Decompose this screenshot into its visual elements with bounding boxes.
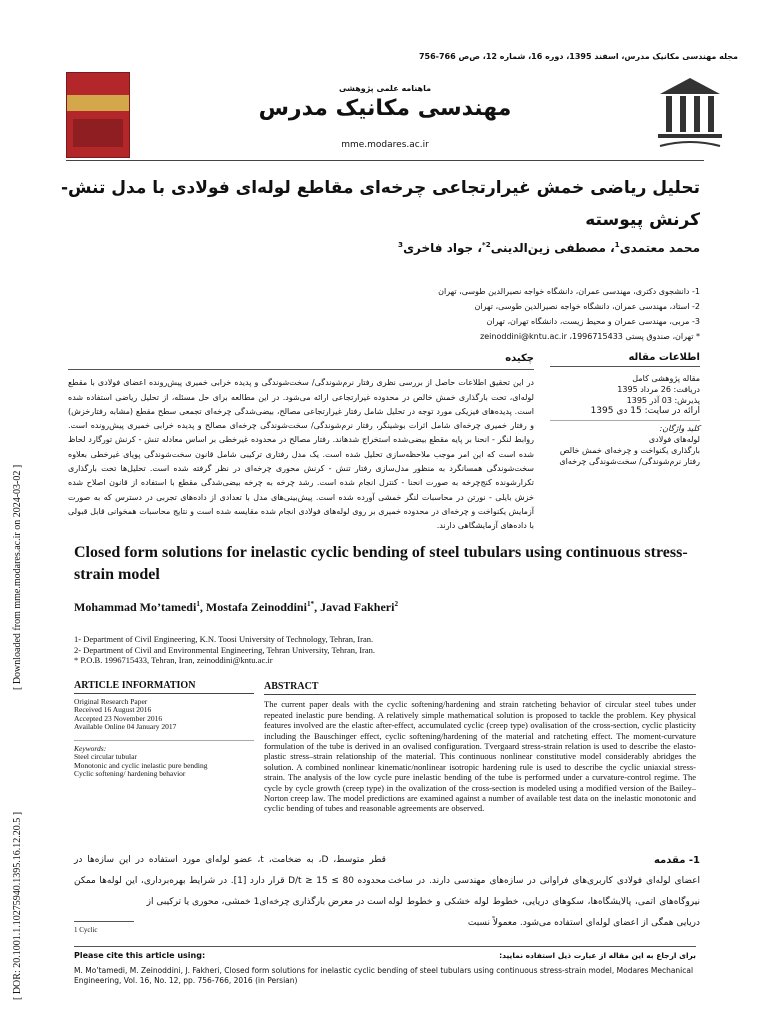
en-authors: Mohammad Mo’tamedi$^1$, Mostafa Zeinoddini$^{1*}$, Javad Fakheri$^2$ bbox=[74, 600, 399, 614]
en-author-2: Mostafa Zeinoddini bbox=[205, 600, 307, 614]
intro-right-text: اعضای لوله‌ای فولادی کاربری‌های فراوانی در سازه‌های مهندسی دارند. در ساخت نیروگاه‌های اتمی، پالایشگاه‌ها، سکوهای دریایی، خطوط لوله خشکی و خطوط لوله دریایی همگی از اعضای لوله‌ای استفاده می‌شود. معمولاً نسبت bbox=[388, 876, 700, 928]
journal-name: مهندسی مکانیک مدرس bbox=[258, 96, 512, 121]
header-divider bbox=[66, 160, 704, 161]
journal-url[interactable]: mme.modares.ac.ir bbox=[341, 140, 429, 150]
en-abstract-text: The current paper deals with the cyclic softening/hardening and strain ratcheting behavior of circular steel tubes under repeated inelastic pure bending. A relatively simple mathematical solution is proposed to tackle the problem. Key physical features involved are the elastic after-effect, accumulated cyclic (creep type) ovalisation of the cross-section, cyclic plasticity including the Bauschinger effect, cyclic softening/hardening of the material and ratcheting effect. The moment-curvature formulation of the tube is derived in an ovalised configuration. Tvergaard stress-strain relation is used to describe the elasto-plastic stress–strain relationship of the material. This continuous nonlinear constitutive model considerably abridges the solution. A combined nonlinear kinematic/nonlinear isotropic hardening rule is used to describe the cyclic uniaxial stress-strain. The analysis of the low cycle pure inelastic bending of the tube is performed under a curvature-control regime. The cycle by cycle growth (creep type) in the ovalization of the cross-section is modeled using a modified version of the Bailey–Norton creep law. The model predictions are examined against a number of available test data on the inelastic monotonic and cyclic bending of tubes and reasonable agreements are observed. bbox=[264, 699, 696, 814]
en-title: Closed form solutions for inelastic cyclic bending of steel tubulars using continuous stress-strain model bbox=[74, 544, 688, 583]
fa-affiliations bbox=[60, 284, 700, 344]
en-affiliation: 1- Department of Civil Engineering, K.N. Toosi University of Technology, Tehran, Iran. bbox=[74, 634, 374, 644]
fa-affiliation: 3- مربی، مهندسی عمران و محیط زیست، دانشگاه تهران، تهران bbox=[486, 317, 700, 326]
en-author-3: Javad Fakheri bbox=[320, 600, 395, 614]
journal-line: مجله مهندسی مکانیک مدرس، اسفند 1395، دوره 16، شماره 12، ص‌ص 766-756 bbox=[418, 52, 738, 61]
en-affiliations bbox=[74, 634, 375, 666]
citation-label: Please cite this article using: bbox=[74, 951, 206, 960]
fa-title: تحلیل ریاضی خمش غیرارتجاعی چرخه‌ای مقاطع لوله‌ای فولادی با مدل تنش-کرنش پیوسته bbox=[60, 178, 700, 230]
doi-stamp: [ DOR: 20.1001.1.10275940.1395.16.12.20.5 ] bbox=[12, 811, 23, 1000]
en-abstract bbox=[264, 682, 696, 814]
citation-fa-label: برای ارجاع به این مقاله از عبارت ذیل استفاده نمایید: bbox=[499, 951, 696, 960]
journal-type: ماهنامه علمی پژوهشی bbox=[338, 84, 432, 93]
fa-abstract-title: چکیده bbox=[68, 352, 534, 370]
fa-author-2: مصطفی زین‌الدینی bbox=[490, 241, 606, 255]
fa-affiliation: 2- استاد، مهندسی عمران، دانشگاه خواجه نصیرالدین طوسی، تهران bbox=[474, 302, 700, 311]
citation-text: M. Mo’tamedi, M. Zeinoddini, J. Fakheri, Closed form solutions for inelastic cyclic bending of steel tubulars using continuous stress-strain model, Modares Mechanical Engineering, Vol. 16, No. 12, pp. 756-766, 2016 (in Persian) bbox=[74, 966, 694, 985]
intro-heading: 1- مقدمه bbox=[653, 855, 700, 866]
fa-info-title: اطلاعات مقاله bbox=[550, 352, 700, 367]
fa-author-1: محمد معتمدی bbox=[619, 241, 700, 255]
download-stamp: [ Downloaded from mme.modares.ac.ir on 2024-03-02 ] bbox=[12, 464, 23, 690]
footnote-rule bbox=[74, 921, 134, 922]
fa-authors: محمد معتمدی$^1$، مصطفی زین‌الدینی$^{2*}$، جواد فاخری$^3$ bbox=[398, 240, 700, 255]
en-affiliation: 2- Department of Civil and Environmental Engineering, Tehran University, Tehran, Iran. bbox=[74, 644, 376, 655]
intro-right-column bbox=[388, 850, 700, 934]
en-info-title: ARTICLE INFORMATION bbox=[74, 682, 254, 694]
fa-author-3: جواد فاخری bbox=[403, 241, 474, 255]
en-affiliation: * P.O.B. 1996715433, Tehran, Iran, zeinoddini@kntu.ac.ir bbox=[74, 655, 273, 665]
intro-left-text: قطر متوسط، D، به ضخامت، t، عضو لوله‌ای مورد استفاده در این سازه‌ها در محدوده 80 ≥ D/t ≥ 15 قرار دارد [1]. در شرایط بهره‌برداری، این لوله‌ها ممکن است در معرض بارگذاری چرخه‌ای1 خمشی، محوری یا ترکیبی از bbox=[74, 855, 386, 907]
fa-abstract bbox=[68, 352, 534, 534]
en-article-info: ARTICLE INFORMATION Original Research Paper Received 16 August 2016 Accepted 23 November 2016 Available Online 04 January 2017 Keywords: Steel circular tubular Monotonic and cyclic inelastic pure bending Cyclic softening/ hardening behavior bbox=[74, 682, 254, 779]
fa-abstract-text: در این تحقیق اطلاعات حاصل از بررسی نظری رفتار نرم‌شوندگی/ سخت‌شوندگی و پدیده خرابی خمیری پیش‌رونده اعضای فولادی با مقطع لوله‌ای، تحت بارگذاری خمش خالص در محدوده غیرارتجاعی ارائه می‌شود. در این مطالعه برای حل مسئله، از تحلیل ریاضی استفاده شده است. پدیده‌های فیزیکی مورد توجه در تحلیل شامل رفتار غیرارتجاعی مصالح، بیضی‌شدگی چرخه‌ای تجمعی سطح مقطع (مشابه رفتارخزش) و رفتار خمیری چرخه‌ای شامل اثرات بوشینگر، رفتار نرم‌شوندگی/ سخت‌شوندگی چرخه‌ای مصالح و پدیده خرابی خمیری پیش‌رونده است. روابط لنگر - انحنا بر پایه مقطع بیضی‌شده استخراج شدهاند. رفتار مصالح در محدوده غیرخطی بر اساس معادله تنش - کرنش تورگارد لحاظ شده است که این امر موجب ملاحظه‌سازی تحلیل شده است. یک مدل رفتاری ترکیبی شامل قانون سخت‌شوندگی پویای غیرخطی بعلاوه سخت‌شوندگی همسانگرد به منظور مدل‌سازی رفتار تنش - کرنش محوری چرخه‌ای در نظر گرفته شده است. تحلیل‌ها تحت بارگذاری تکرارشونده کنج‌چرخه به صورت انحنا - کنترل انجام شده است. رشد چرخه به چرخه بیضی‌شدگی مقطع با استفاده از قانون اصلاح شده خزش بایلی - نورتن در محاسبات لنگر خمشی آورده شده است. پیش‌بینی‌های مدل با تعدادی از داده‌های تجربی در دسترس که به صورت آزمایش یکنواخت و چرخه‌ای در محدوده خمیری بر روی لوله‌های فولادی انجام شده مقایسه شده است و نتایج محاسبات همخوانی قابل قبولی با داده‌های آزمایشگاهی دارند. bbox=[68, 378, 534, 531]
footnote: 1 Cyclic bbox=[74, 926, 98, 934]
fa-affiliation: 1- دانشجوی دکتری، مهندسی عمران، دانشگاه خواجه نصیرالدین طوسی، تهران bbox=[438, 287, 700, 296]
en-abstract-title: ABSTRACT bbox=[264, 682, 696, 695]
intro-left-column bbox=[74, 850, 386, 913]
fa-article-info: اطلاعات مقاله مقاله پژوهشی کامل دریافت: 26 مرداد 1395 پذیرش: 03 آذر 1395 ارائه در سایت: 15 دی 1395 کلید واژگان: لوله‌های فولادی بارگذاری یکنواخت و چرخه‌ای خمش خالص رفتار نرم‌شوندگی/ سخت‌شوندگی چرخه‌ای bbox=[550, 352, 700, 467]
fa-affiliation: * تهران، صندوق پستی 1996715433، zeinoddini@kntu.ac.ir bbox=[480, 332, 700, 341]
citation-box bbox=[74, 946, 696, 986]
en-author-1: Mohammad Mo’tamedi bbox=[74, 600, 197, 614]
